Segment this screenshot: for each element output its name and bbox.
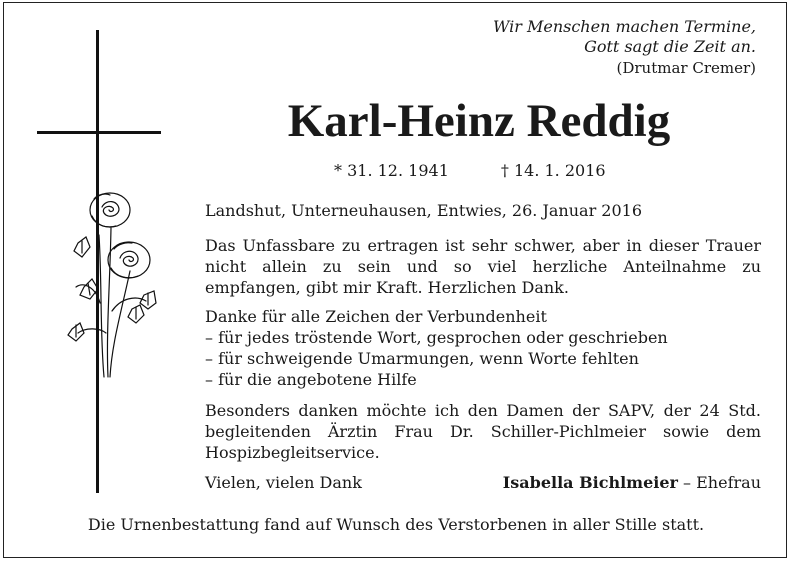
thanks-item: – für die angebotene Hilfe xyxy=(205,370,417,389)
life-dates xyxy=(334,161,606,181)
quote-block xyxy=(493,17,756,78)
obituary-notice xyxy=(3,2,787,558)
signature xyxy=(503,472,761,493)
quote-line-2: Gott sagt die Zeit an. xyxy=(584,37,756,56)
place-date: Landshut, Unterneuhausen, Entwies, 26. Januar 2016 xyxy=(205,201,643,220)
closing-text: Vielen, vielen Dank xyxy=(205,473,362,492)
thanks-item: – für schweigende Umarmungen, wenn Worte fehlten xyxy=(205,349,639,368)
quote-author: (Drutmar Cremer) xyxy=(616,59,756,77)
death-date: † 14. 1. 2016 xyxy=(500,161,606,180)
thanks-item: – für jedes tröstende Wort, gesprochen oder geschrieben xyxy=(205,328,668,347)
cross-horizontal-bar xyxy=(37,131,161,134)
special-thanks-paragraph: Besonders danken möchte ich den Damen der SAPV, der 24 Std. begleitenden Ärztin Frau Dr. Schiller-Pichlmeier sowie dem Hospizbegleitservice. xyxy=(205,401,761,462)
birth-date: * 31. 12. 1941 xyxy=(334,161,449,180)
signature-line xyxy=(205,472,761,493)
deceased-name: Karl-Heinz Reddig xyxy=(287,95,671,147)
signer-name: Isabella Bichlmeier xyxy=(502,473,678,492)
thanks-list xyxy=(205,306,761,390)
burial-note: Die Urnenbestattung fand auf Wunsch des Verstorbenen in aller Stille statt. xyxy=(87,515,705,534)
thanks-intro: Danke für alle Zeichen der Verbundenheit xyxy=(205,307,547,326)
quote-line-1: Wir Menschen machen Termine, xyxy=(492,17,756,36)
thanks-paragraph: Das Unfassbare zu ertragen ist sehr schwer, aber in dieser Trauer nicht allein zu sein und so viel herzliche Anteilnahme zu empfangen, gibt mir Kraft. Herzlichen Dank. xyxy=(205,236,761,297)
roses-icon xyxy=(66,183,162,379)
signer-relation: – Ehefrau xyxy=(677,473,761,492)
